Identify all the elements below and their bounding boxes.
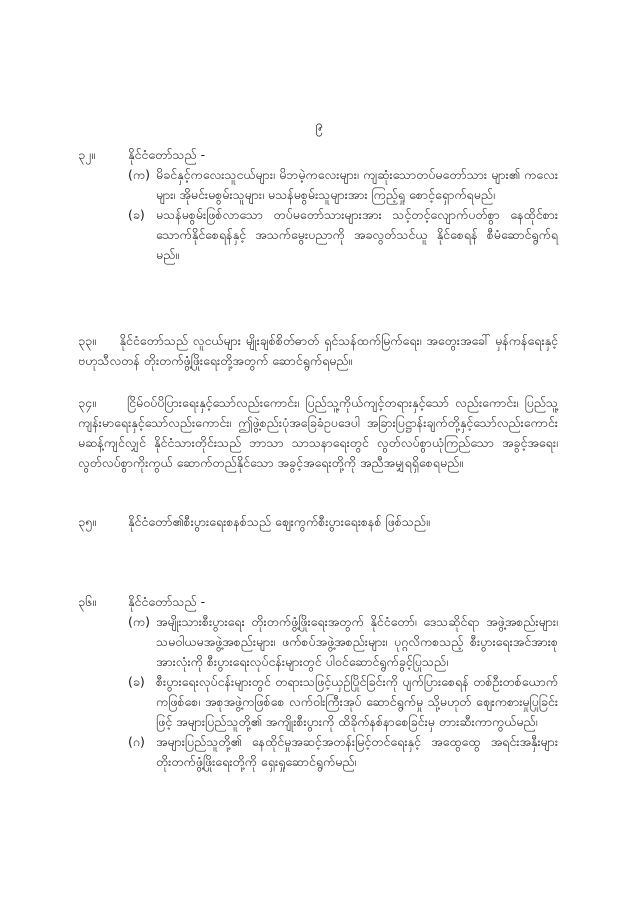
section-number: ၃၂။ <box>78 147 95 162</box>
clause-mark: (က) <box>128 167 150 182</box>
section-32 <box>78 145 558 265</box>
clause-text: စီးပွားရေးလုပ်ငန်းများတွင် တရားသဖြင့်ယှဉ်ပြိုင်ခြင်းကို ပျက်ပြားစေရန် တစ်ဦးတစ်ယောက်ကဖြစ်စေ၊ အစုအဖွဲ့ကဖြစ်စေ လက်ဝါးကြီးအုပ် ဆောင်ရွက်မှု သို့မဟုတ် ဈေးကစားမှုပြုခြင်းဖြင့် အများပြည်သူတို့၏ အကျိုးစီးပွားကို ထိခိုက်နစ်နာစေခြင်းမှ တားဆီးကာကွယ်မည်၊ <box>156 674 558 729</box>
section-number: ၃၅။ <box>78 514 96 529</box>
clause-ka <box>128 612 558 672</box>
section-36 <box>78 592 558 772</box>
clause-ka <box>128 165 558 205</box>
clause-mark: (ခ) <box>128 207 145 222</box>
clause-ga <box>128 732 558 772</box>
section-35 <box>78 512 558 532</box>
clause-text: အမျိုးသားစီးပွားရေး တိုးတက်ဖွံ့ဖြိုးရေးအတွက် နိုင်ငံတော်၊ ဒေသဆိုင်ရာ အဖွဲ့အစည်းများ၊ သမဝါယမအဖွဲ့အစည်းများ၊ ဖက်စပ်အဖွဲ့အစည်းများ၊ ပုဂ္ဂလိကစသည့် စီးပွားရေးအင်အားစုအားလုံးကို စီးပွားရေးလုပ်ငန်းများတွင် ပါဝင်ဆောင်ရွက်ခွင့်ပြုသည်၊ <box>156 614 558 669</box>
page-number: ၉ <box>315 118 323 134</box>
section-text: နိုင်ငံတော်သည် - <box>128 147 206 162</box>
clause-kha <box>128 672 558 732</box>
section-34 <box>78 393 558 473</box>
clause-text: အများပြည်သူတို့၏ နေထိုင်မှုအဆင့်အတန်းမြင့်တင်ရေးနှင့် အထွေထွေ အရင်းအနှီးများ တိုးတက်ဖွံ့ဖြိုးရေးတို့ကို ရှေးရှုဆောင်ရွက်မည်၊ <box>156 734 558 769</box>
section-text: ငြိမ်ဝပ်ပိပြားရေးနှင့်သော်လည်းကောင်း၊ ပြည်သူ့ကိုယ်ကျင့်တရားနှင့်သော် လည်းကောင်း၊ ပြည်သူ့ကျန်းမာရေးနှင့်သော်လည်းကောင်း၊ ဤဖွဲ့စည်းပုံအခြေခံဥပဒေပါ အခြားပြဋ္ဌာန်းချက်တို့နှင့်သော်လည်းကောင်း မဆန့်ကျင်လျှင် နိုင်ငံသားတိုင်းသည် ဘာသာ သာသနာရေးတွင် လွတ်လပ်စွာယုံကြည်သော အခွင့်အရေး၊ လွတ်လပ်စွာကိုးကွယ် ဆောက်တည်နိုင်သော အခွင့်အရေးတို့ကို အညီအမျှရရှိစေရမည်။ <box>78 395 558 470</box>
section-number: ၃၃။ <box>78 333 96 348</box>
clause-mark: (က) <box>128 614 150 629</box>
clause-mark: (ဂ) <box>128 734 145 749</box>
section-33 <box>78 331 558 371</box>
clause-text: မသန်မစွမ်းဖြစ်လာသော တပ်မတော်သားများအား သင့်တင့်လျောက်ပတ်စွာ နေထိုင်စားသောက်နိုင်စေရန်နှင့် အသက်မွေးပညာကို အခလွတ်သင်ယူ နိုင်စေရန် စီမံဆောင်ရွက်ရမည်။ <box>156 207 558 262</box>
clause-mark: (ခ) <box>128 674 145 689</box>
clause-kha <box>128 205 558 265</box>
clause-text: မိခင်နှင့်ကလေးသူငယ်များ၊ မိဘမဲ့ကလေးများ၊ ကျဆုံးသောတပ်မတော်သား များ၏ ကလေးများ၊ အိုမင်းမစွမ်းသူများ၊ မသန်မစွမ်းသူများအား ကြည့်ရှု စောင့်ရှောက်ရမည်၊ <box>156 167 558 202</box>
section-text: နိုင်ငံတော်သည် - <box>128 594 206 609</box>
section-number: ၃၆။ <box>78 594 96 609</box>
section-number: ၃၄။ <box>78 395 96 410</box>
section-text: နိုင်ငံတော်၏စီးပွားရေးစနစ်သည် ဈေးကွက်စီးပွားရေးစနစ် ဖြစ်သည်။ <box>128 514 430 529</box>
section-text: နိုင်ငံတော်သည် လူငယ်များ မျိုးချစ်စိတ်ဓာတ် ရှင်သန်ထက်မြက်ရေး၊ အတွေးအခေါ် မှန်ကန်ရေးနှင့် ဗဟုသီလတန် တိုးတက်ဖွံ့ဖြိုးရေးတို့အတွက် ဆောင်ရွက်ရမည်။ <box>78 333 558 368</box>
